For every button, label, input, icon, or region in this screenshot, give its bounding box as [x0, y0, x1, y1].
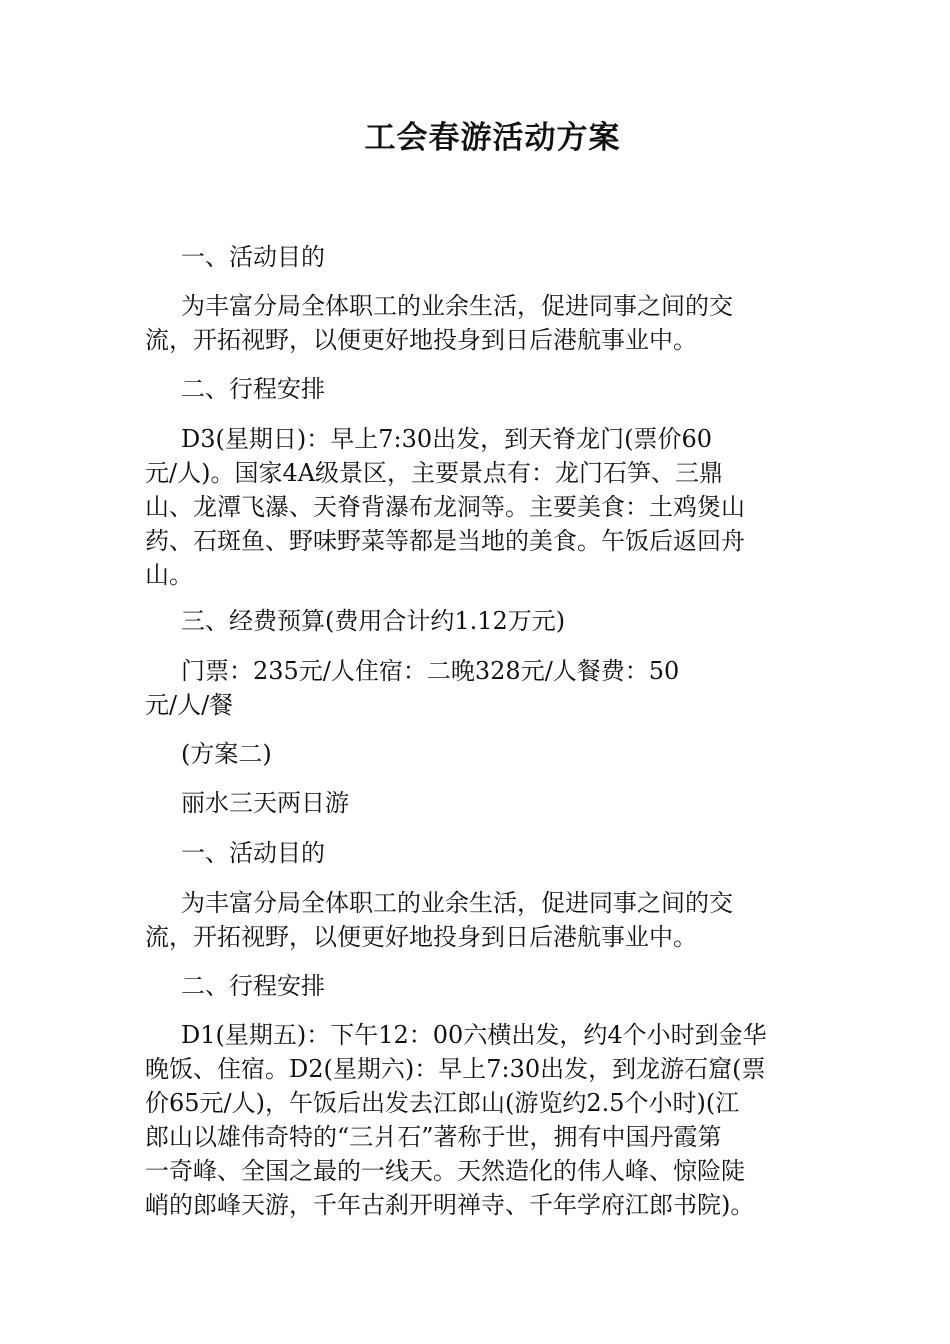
paragraph-purpose-2 [145, 886, 825, 954]
text-line: 门票：235元/人住宿：二晚328元/人餐费：50 [181, 657, 680, 685]
paragraph-itinerary-d1-d2 [145, 1018, 825, 1222]
text-line: 流，开拓视野，以便更好地投身到日后港航事业中。 [145, 923, 697, 951]
heading-itinerary [145, 372, 825, 406]
heading-budget [145, 604, 825, 638]
text-line: 山。 [145, 561, 193, 589]
text-line: 晚饭、住宿。D2(星期六)：早上7:30出发，到龙游石窟(票 [145, 1055, 766, 1083]
document-title: 工会春游活动方案 [364, 120, 621, 156]
text-line: 峭的郎峰天游，千年古刹开明禅寺、千年学府江郎书院)。 [145, 1191, 755, 1219]
text-line: 丽水三天两日游 [181, 789, 349, 817]
text-line: 药、石斑鱼、野味野菜等都是当地的美食。午饭后返回舟 [145, 527, 745, 555]
text-line: 一、活动目的 [181, 243, 325, 271]
text-line: 价65元/人)，午饭后出发去江郎山(游览约2.5个小时)(江 [145, 1089, 740, 1117]
text-line: 山、龙潭飞瀑、天脊背瀑布龙洞等。主要美食：土鸡煲山 [145, 493, 745, 521]
text-line: 三、经费预算(费用合计约1.12万元) [181, 607, 566, 635]
text-line: D1(星期五)：下午12：00六横出发，约4个小时到金华 [181, 1021, 767, 1049]
text-line: (方案二) [181, 740, 272, 768]
text-line: 为丰富分局全体职工的业余生活，促进同事之间的交 [181, 292, 733, 320]
text-line: 元/人)。国家4A级景区，主要景点有：龙门石笋、三鼎 [145, 459, 724, 487]
heading-itinerary-2 [145, 969, 825, 1003]
text-line: 一奇峰、全国之最的一线天。天然造化的伟人峰、惊险陡 [145, 1157, 745, 1185]
heading-activity-purpose [145, 240, 825, 274]
text-line: 为丰富分局全体职工的业余生活，促进同事之间的交 [181, 889, 733, 917]
paragraph-budget [145, 654, 825, 722]
text-line: 元/人/餐 [145, 691, 234, 719]
paragraph-purpose [145, 289, 825, 357]
text-line: D3(星期日)：早上7:30出发，到天脊龙门(票价60 [181, 425, 713, 453]
text-line: 二、行程安排 [181, 375, 325, 403]
heading-lishui-tour [145, 786, 825, 820]
paragraph-itinerary-d3 [145, 422, 825, 592]
text-line: 郎山以雄伟奇特的“三爿石”著称于世，拥有中国丹霞第 [145, 1123, 722, 1151]
heading-plan-two [145, 737, 825, 771]
text-line: 一、活动目的 [181, 839, 325, 867]
heading-activity-purpose-2 [145, 836, 825, 870]
text-line: 流，开拓视野，以便更好地投身到日后港航事业中。 [145, 326, 697, 354]
text-line: 二、行程安排 [181, 972, 325, 1000]
